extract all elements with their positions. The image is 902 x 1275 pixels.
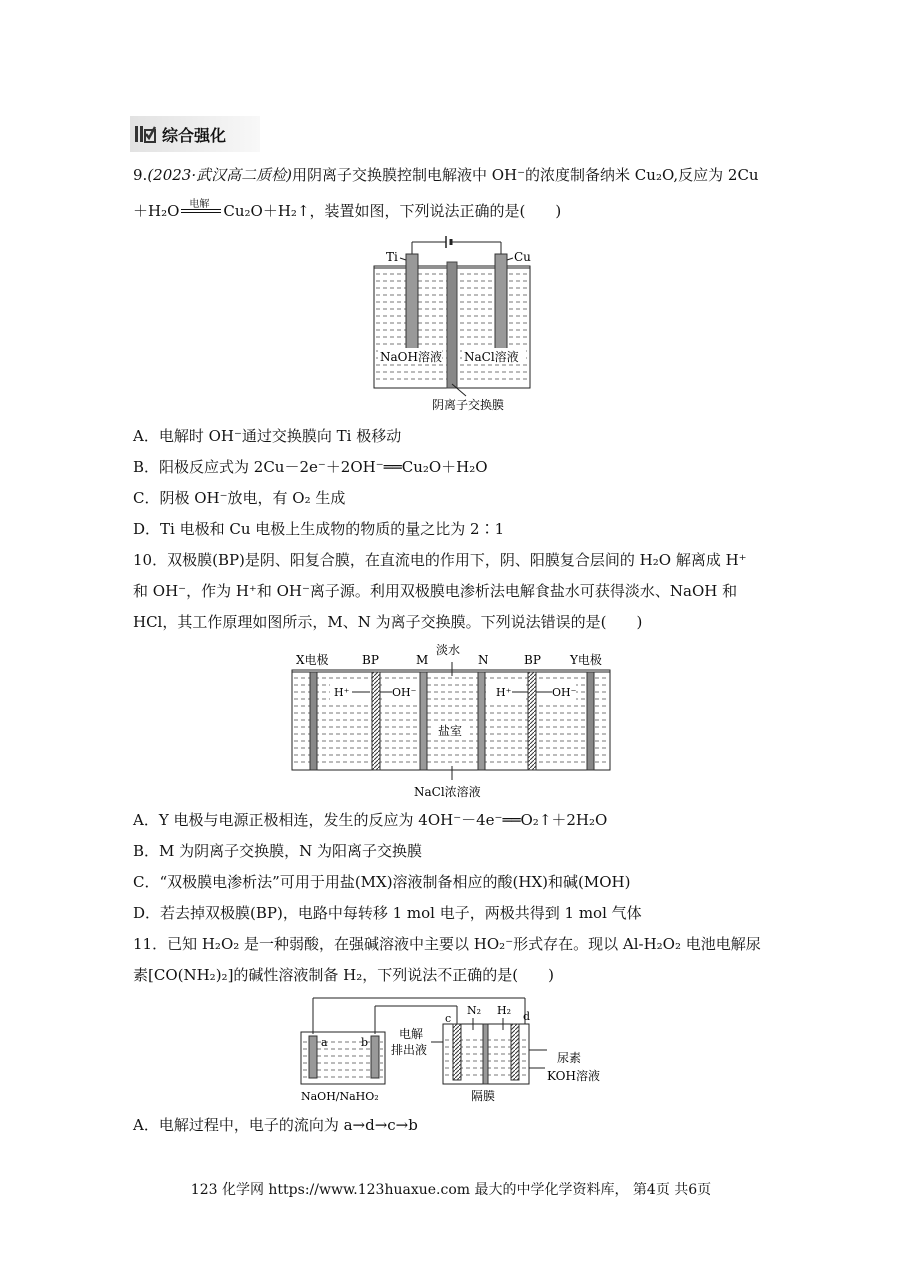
q9-option-d: D．Ti 电极和 Cu 电极上生成物的物质的量之比为 2∶1 xyxy=(133,520,505,538)
q9-number: 9. xyxy=(133,166,148,184)
q10-bp-label-right: BP xyxy=(524,653,541,667)
q9-naoh-label: NaOH溶液 xyxy=(380,350,442,364)
q10-stem-line1: 10．双极膜(BP)是阴、阳复合膜，在直流电的作用下，阴、阳膜复合层间的 H₂O 解离成 H⁺ xyxy=(133,551,747,569)
q10-y-electrode-label: Y电极 xyxy=(570,653,602,667)
q11-n2-label: N₂ xyxy=(467,1004,482,1017)
q10-oh-ion-right: OH⁻ xyxy=(552,686,577,699)
q11-stem-line1: 11．已知 H₂O₂ 是一种弱酸，在强碱溶液中主要以 HO₂⁻形式存在。现以 Al-H₂O₂ 电池电解尿 xyxy=(133,935,761,953)
q11-a-label: a xyxy=(321,1036,328,1049)
q10-x-electrode-label: X电极 xyxy=(296,653,329,667)
q10-fresh-water-label: 淡水 xyxy=(436,643,461,657)
q11-battery-solution-label: NaOH/NaHO₂ xyxy=(301,1090,379,1103)
q11-stem-line2: 素[CO(NH₂)₂]的碱性溶液制备 H₂，下列说法不正确的是( ) xyxy=(133,966,554,984)
q10-h-ion-right: H⁺ xyxy=(496,686,512,699)
q9-text2-post: Cu₂O＋H₂↑，装置如图，下列说法正确的是( ) xyxy=(223,202,562,220)
q10-oh-ion-left: OH⁻ xyxy=(392,686,417,699)
q10-feed-label: NaCl浓溶液 xyxy=(414,785,481,799)
q11-urea-label: 尿素 xyxy=(557,1051,582,1065)
q9-source: (2023·武汉高二质检) xyxy=(147,166,292,184)
q9-membrane-label: 阴离子交换膜 xyxy=(432,398,505,412)
q11-separator-label: 隔膜 xyxy=(471,1089,496,1103)
checkmark-icon xyxy=(134,124,156,144)
q10-option-a: A．Y 电极与电源正极相连，发生的反应为 4OH⁻－4e⁻══O₂↑＋2H₂O xyxy=(133,811,608,829)
q10-m-label: M xyxy=(416,653,429,667)
q9-text1: 用阴离子交换膜控制电解液中 OH⁻的浓度制备纳米 Cu₂O,反应为 2Cu xyxy=(291,166,759,184)
q10-bp-label-left: BP xyxy=(362,653,379,667)
q9-condition: 电解 xyxy=(189,199,210,210)
q9-nacl-label: NaCl溶液 xyxy=(464,350,519,364)
q9-stem-line2 xyxy=(133,200,561,222)
q11-d-label: d xyxy=(523,1010,531,1023)
q10-n-label: N xyxy=(478,653,489,667)
q9-reaction-arrow xyxy=(179,199,223,221)
q10-stem-line2: 和 OH⁻，作为 H⁺和 OH⁻离子源。利用双极膜电渗析法电解食盐水可获得淡水、NaOH 和 xyxy=(133,582,738,600)
q10-option-c: C．“双极膜电渗析法”可用于用盐(MX)溶液制备相应的酸(HX)和碱(MOH) xyxy=(133,873,631,891)
q10-salt-room-label: 盐室 xyxy=(438,724,463,738)
q11-discharge-label-2: 排出液 xyxy=(391,1043,428,1057)
section-header xyxy=(130,116,260,152)
q9-electrolysis-diagram xyxy=(370,234,536,414)
q9-option-c: C．阴极 OH⁻放电，有 O₂ 生成 xyxy=(133,489,346,507)
q11-option-a: A．电解过程中，电子的流向为 a→d→c→b xyxy=(133,1116,418,1134)
q10-stem-line3: HCl，其工作原理如图所示，M、N 为离子交换膜。下列说法错误的是( ) xyxy=(133,613,643,631)
q9-option-a: A．电解时 OH⁻通过交换膜向 Ti 极移动 xyxy=(133,427,402,445)
q10-option-d: D．若去掉双极膜(BP)，电路中每转移 1 mol 电子，两极共得到 1 mol 气体 xyxy=(133,904,642,922)
q9-cu-label: Cu xyxy=(514,250,531,264)
page-footer: 123 化学网 https://www.123huaxue.com 最大的中学化学资料库， 第4页 共6页 xyxy=(190,1182,712,1198)
section-title: 综合强化 xyxy=(162,126,227,145)
q9-ti-label: Ti xyxy=(386,250,398,264)
q9-text2-pre: ＋H₂O xyxy=(133,202,180,220)
q11-electrolysis-diagram xyxy=(295,994,615,1106)
q11-h2-label: H₂ xyxy=(497,1004,512,1017)
q10-h-ion-left: H⁺ xyxy=(334,686,350,699)
q10-bipolar-diagram xyxy=(290,640,620,800)
q11-koh-label: KOH溶液 xyxy=(547,1069,600,1083)
q11-b-label: b xyxy=(361,1036,369,1049)
q9-option-b: B．阳极反应式为 2Cu－2e⁻＋2OH⁻══Cu₂O＋H₂O xyxy=(133,458,488,476)
q11-c-label: c xyxy=(445,1012,452,1025)
q11-discharge-label-1: 电解 xyxy=(399,1027,424,1041)
q9-stem-line1 xyxy=(133,164,759,186)
q10-option-b: B．M 为阴离子交换膜，N 为阳离子交换膜 xyxy=(133,842,423,860)
